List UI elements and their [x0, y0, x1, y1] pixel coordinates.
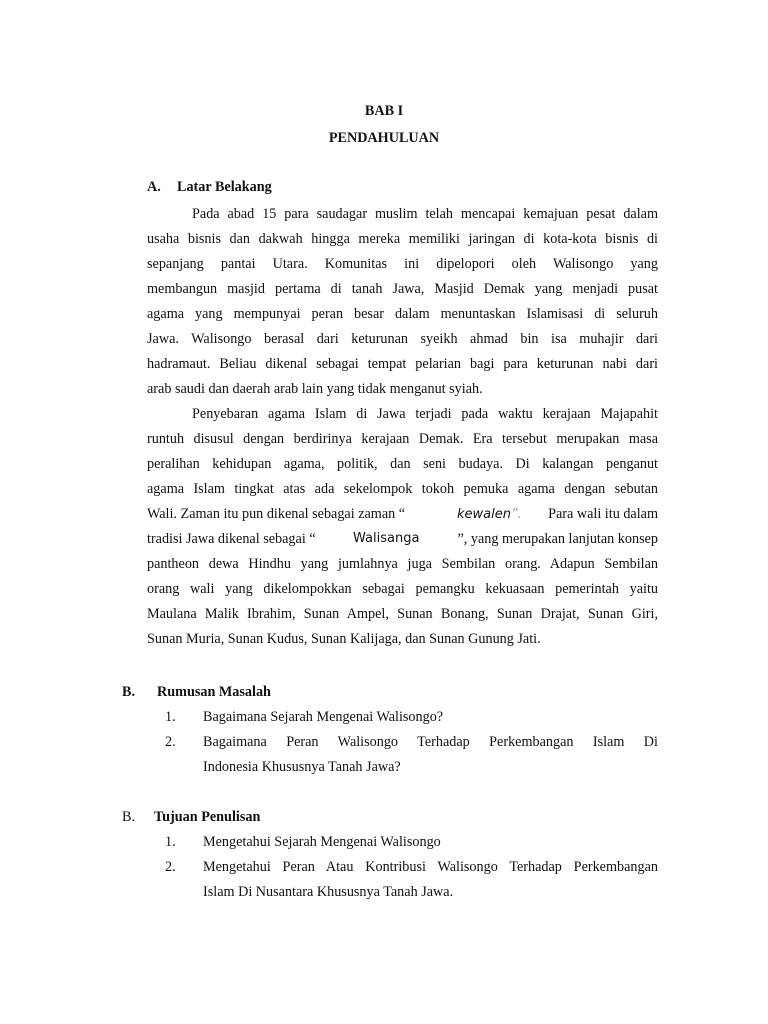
paragraph-line: membangun masjid pertama di tanah Jawa, Masjid Demak yang menjadi pusat [147, 281, 658, 297]
list-item-number: 2. [165, 734, 176, 750]
list-item-number: 2. [165, 859, 176, 875]
list-item: Bagaimana Sejarah Mengenai Walisongo? [203, 709, 444, 725]
section-b-letter: B. [122, 684, 136, 700]
handwritten-term [457, 504, 522, 525]
text-segment: Wali. Zaman itu pun dikenal sebagai zaman “ [147, 506, 406, 522]
list-item: Mengetahui Sejarah Mengenai Walisongo [203, 834, 441, 850]
paragraph-line: Penyebaran agama Islam di Jawa terjadi pada waktu kerajaan Majapahit [192, 406, 658, 422]
paragraph-line: orang wali yang dikelompokkan sebagai pemangku kekuasaan pemerintah yaitu [147, 581, 658, 597]
list-item-number: 1. [165, 834, 176, 850]
paragraph-line: Pada abad 15 para saudagar muslim telah mencapai kemajuan pesat dalam [192, 206, 658, 222]
paragraph-line: hadramaut. Beliau dikenal sebagai tempat pelarian bagi para keturunan nabi dari [147, 356, 658, 372]
list-item: Bagaimana Peran Walisongo Terhadap Perkembangan Islam Di [203, 734, 658, 750]
term-closing-quote: ”. [510, 507, 522, 522]
paragraph-line: sepanjang pantai Utara. Komunitas ini dipelopori oleh Walisongo yang [147, 256, 658, 272]
section-b-heading: Rumusan Masalah [157, 684, 271, 700]
list-item-continuation: Indonesia Khususnya Tanah Jawa? [203, 759, 401, 775]
paragraph-line: arab saudi dan daerah arab lain yang tidak menganut syiah. [147, 381, 483, 397]
list-item-continuation: Islam Di Nusantara Khususnya Tanah Jawa. [203, 884, 454, 900]
text-segment: ”, yang merupakan lanjutan konsep [457, 531, 658, 547]
paragraph-line: Jawa. Walisongo berasal dari keturunan syeikh ahmad bin isa muhajir dari [147, 331, 658, 347]
section-c-heading: Tujuan Penulisan [154, 809, 261, 825]
paragraph-line: Maulana Malik Ibrahim, Sunan Ampel, Sunan Bonang, Sunan Drajat, Sunan Giri, [147, 606, 658, 622]
term-kewalen: kewalen [457, 507, 511, 522]
paragraph-line-kewalen [147, 504, 658, 524]
paragraph-line: usaha bisnis dan dakwah hingga mereka memiliki jaringan di kota-kota bisnis di [147, 231, 658, 247]
paragraph-line: Sunan Muria, Sunan Kudus, Sunan Kalijaga, dan Sunan Gunung Jati. [147, 631, 541, 647]
chapter-label: BAB I [364, 103, 404, 119]
list-item: Mengetahui Peran Atau Kontribusi Walisongo Terhadap Perkembangan [203, 859, 658, 875]
paragraph-line: peralihan kehidupan agama, politik, dan seni budaya. Di kalangan penganut [147, 456, 658, 472]
text-segment: tradisi Jawa dikenal sebagai “ [147, 531, 316, 547]
paragraph-line: agama yang mempunyai peran besar dalam menuntaskan Islamisasi di seluruh [147, 306, 658, 322]
paragraph-line: runtuh disusul dengan berdirinya kerajaan Demak. Era tersebut merupakan masa [147, 431, 658, 447]
section-c-letter: B. [122, 809, 136, 825]
list-item-number: 1. [165, 709, 176, 725]
chapter-title: PENDAHULUAN [328, 130, 440, 146]
text-segment: Para wali itu dalam [548, 506, 658, 522]
section-a-heading: Latar Belakang [177, 179, 272, 195]
paragraph-line: agama Islam tingkat atas ada sekelompok tokoh pemuka agama dengan sebutan [147, 481, 658, 497]
section-a-letter: A. [147, 179, 161, 195]
term-walisanga: Walisanga [353, 531, 420, 546]
paragraph-line: pantheon dewa Hindhu yang jumlahnya juga Sembilan orang. Adapun Sembilan [147, 556, 658, 572]
paragraph-line-walisanga [147, 529, 658, 549]
